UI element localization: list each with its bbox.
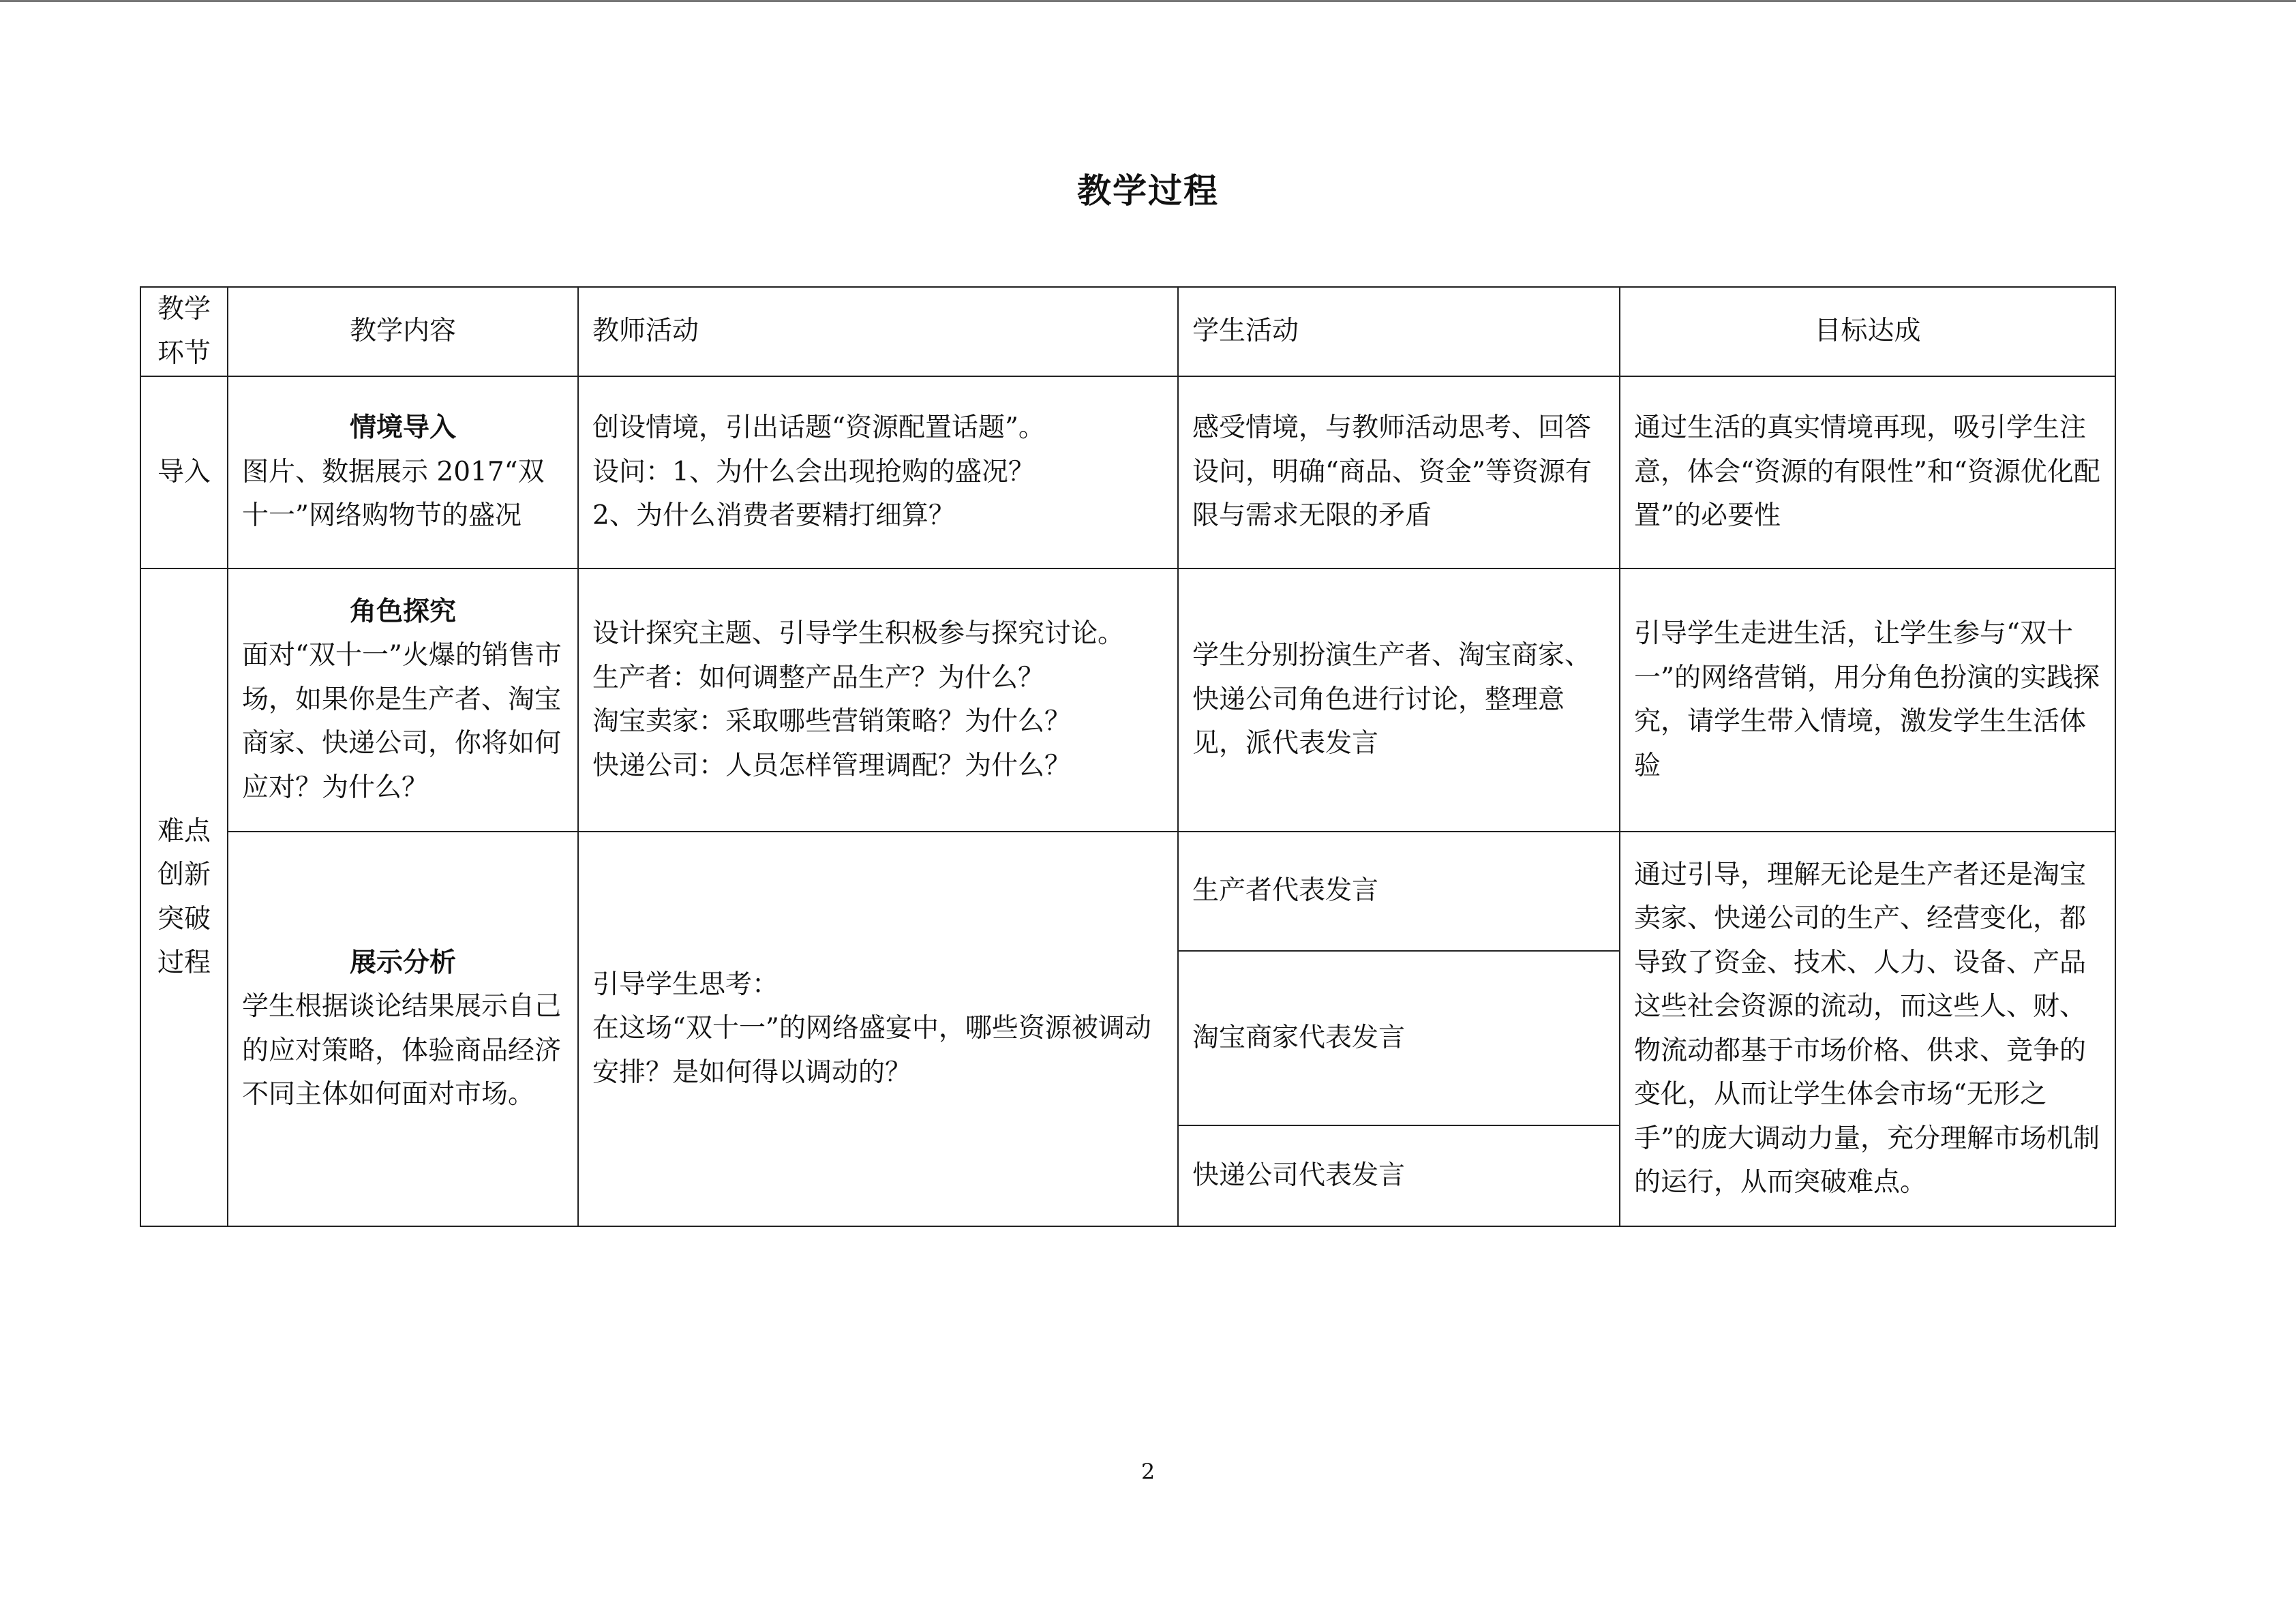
- goal-cell-analysis: 通过引导，理解无论是生产者还是淘宝卖家、快递公司的生产、经营变化，都导致了资金、技术、人力、设备、产品这些社会资源的流动，而这些人、财、物流动都基于市场价格、供求、竞争的变化，从而让学生体会市场“无形之手”的庞大调动力量，充分理解市场机制的运行，从而突破难点。: [1620, 832, 2115, 1226]
- header-student-activity: 学生活动: [1178, 287, 1620, 376]
- header-goal: 目标达成: [1620, 287, 2115, 376]
- student-cell-role-play: 学生分别扮演生产者、淘宝商家、快递公司角色进行讨论，整理意见，派代表发言: [1178, 568, 1620, 832]
- table-header-row: [140, 287, 2115, 376]
- content-cell-analysis: [228, 832, 578, 1226]
- teacher-line: 快递公司：人员怎样管理调配？为什么？: [592, 750, 1072, 781]
- teacher-line: 设计探究主题、引导学生积极参与探究讨论。: [592, 618, 1125, 649]
- top-border-line: [0, 0, 2296, 2]
- teacher-cell-analysis: [578, 832, 1178, 1226]
- teacher-line: 创设情境，引出话题“资源配置话题”。: [592, 412, 1045, 444]
- table-row-role-play: [140, 568, 2115, 832]
- content-cell-intro: [228, 376, 578, 568]
- goal-cell-intro: 通过生活的真实情境再现，吸引学生注意，体会“资源的有限性”和“资源优化配置”的必要性: [1620, 376, 2115, 568]
- teacher-line: 引导学生思考：: [592, 969, 779, 1000]
- content-heading: 情境导入: [349, 412, 456, 444]
- student-cell-intro: 感受情境，与教师活动思考、回答设问，明确“商品、资金”等资源有限与需求无限的矛盾: [1178, 376, 1620, 568]
- stage-cell-intro: 导入: [140, 376, 228, 568]
- header-teacher-activity: 教师活动: [578, 287, 1178, 376]
- content-cell-role-play: [228, 568, 578, 832]
- student-item-courier: 快递公司代表发言: [1178, 1125, 1620, 1226]
- teacher-cell-role-play: [578, 568, 1178, 832]
- content-text: 面对“双十一”火爆的销售市场，如果你是生产者、淘宝商家、快递公司，你将如何应对？为什么？: [242, 640, 562, 803]
- table-row-intro: [140, 376, 2115, 568]
- table-row-analysis: [140, 832, 2115, 951]
- goal-cell-role-play: 引导学生走进生活，让学生参与“双十一”的网络营销，用分角色扮演的实践探究，请学生带入情境，激发学生生活体验: [1620, 568, 2115, 832]
- teaching-process-table: [140, 286, 2116, 1227]
- teacher-line: 2、为什么消费者要精打细算？: [592, 500, 955, 532]
- teacher-line: 设问：1、为什么会出现抢购的盛况？: [592, 456, 1035, 487]
- teacher-cell-intro: [578, 376, 1178, 568]
- page-title: 教学过程: [1077, 171, 1219, 211]
- stage-cell-difficulty: 难点创新突破过程: [140, 568, 228, 1226]
- teacher-line: 在这场“双十一”的网络盛宴中，哪些资源被调动安排？是如何得以调动的？: [592, 1013, 1151, 1088]
- content-text: 学生根据谈论结果展示自己的应对策略，体验商品经济不同主体如何面对市场。: [242, 991, 562, 1110]
- teacher-line: 淘宝卖家：采取哪些营销策略？为什么？: [592, 706, 1072, 737]
- student-item-producer: 生产者代表发言: [1178, 832, 1620, 951]
- content-heading: 角色探究: [349, 596, 456, 627]
- content-heading: 展示分析: [349, 947, 456, 978]
- header-content: 教学内容: [228, 287, 578, 376]
- teacher-line: 生产者：如何调整产品生产？为什么？: [592, 662, 1045, 693]
- content-text: 图片、数据展示 2017“双十一”网络购物节的盛况: [242, 456, 545, 532]
- page-number: 2: [1141, 1459, 1155, 1485]
- header-stage: 教学环节: [140, 287, 228, 376]
- student-item-taobao-seller: 淘宝商家代表发言: [1178, 951, 1620, 1125]
